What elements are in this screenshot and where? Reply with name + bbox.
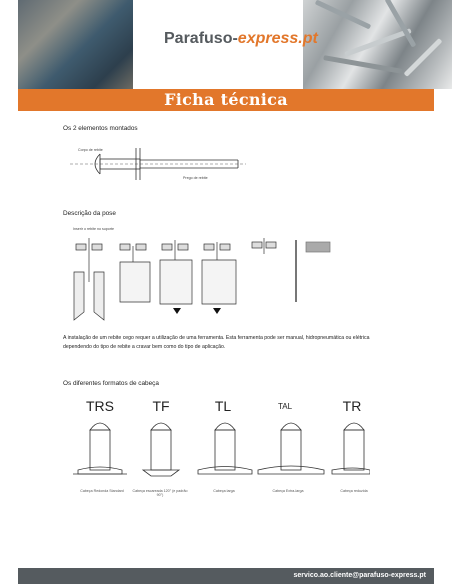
label-rivet-nail: Prego de rebite	[183, 176, 208, 180]
head-caption-tf: Cabeça escareada 120° (e padrão 90°)	[132, 489, 188, 497]
brand-logo	[164, 30, 318, 48]
head-caption-tl: Cabeça larga	[213, 489, 235, 493]
screws-photo	[303, 0, 452, 89]
head-type-trs: TRS	[86, 398, 114, 414]
head-types-drawing	[70, 416, 370, 481]
page-header	[0, 0, 452, 89]
head-type-tal: TAL	[277, 402, 293, 411]
logo-accent-text: express.pt	[237, 30, 318, 47]
section-title-pose: Descrição da pose	[63, 210, 116, 217]
logo-main-text: Parafuso-	[164, 30, 238, 47]
section-title-assembled: Os 2 elementos montados	[63, 125, 138, 132]
tools-photo	[18, 0, 133, 89]
installation-steps-drawing	[70, 232, 350, 327]
head-type-tf: TF	[152, 398, 170, 414]
pose-description: A instalação de um rebite cego requer a utilização de uma ferramenta. Esta ferramenta pode ser manual, hidropneumática ou elétrica dependendo do tipo de rebite a cravar bem como do tipo de aplicação.	[63, 335, 370, 350]
head-caption-trs: Cabeça Redonda Standard	[80, 489, 124, 493]
head-caption-tal: Cabeça Extra-larga	[272, 489, 304, 493]
page-title: Ficha técnica	[164, 90, 288, 109]
footer-email-link[interactable]: servico.ao.cliente@parafuso-express.pt	[293, 572, 426, 579]
head-type-tr: TR	[342, 398, 362, 414]
label-rivet-body: Corpo de rebite	[78, 148, 103, 152]
section-title-heads: Os diferentes formatos de cabeça	[63, 380, 159, 387]
head-caption-tr: Cabeça reduzida	[340, 489, 368, 493]
label-insert-rivet: Inserir o rebite no suporte	[73, 227, 114, 231]
head-type-tl: TL	[214, 398, 232, 414]
